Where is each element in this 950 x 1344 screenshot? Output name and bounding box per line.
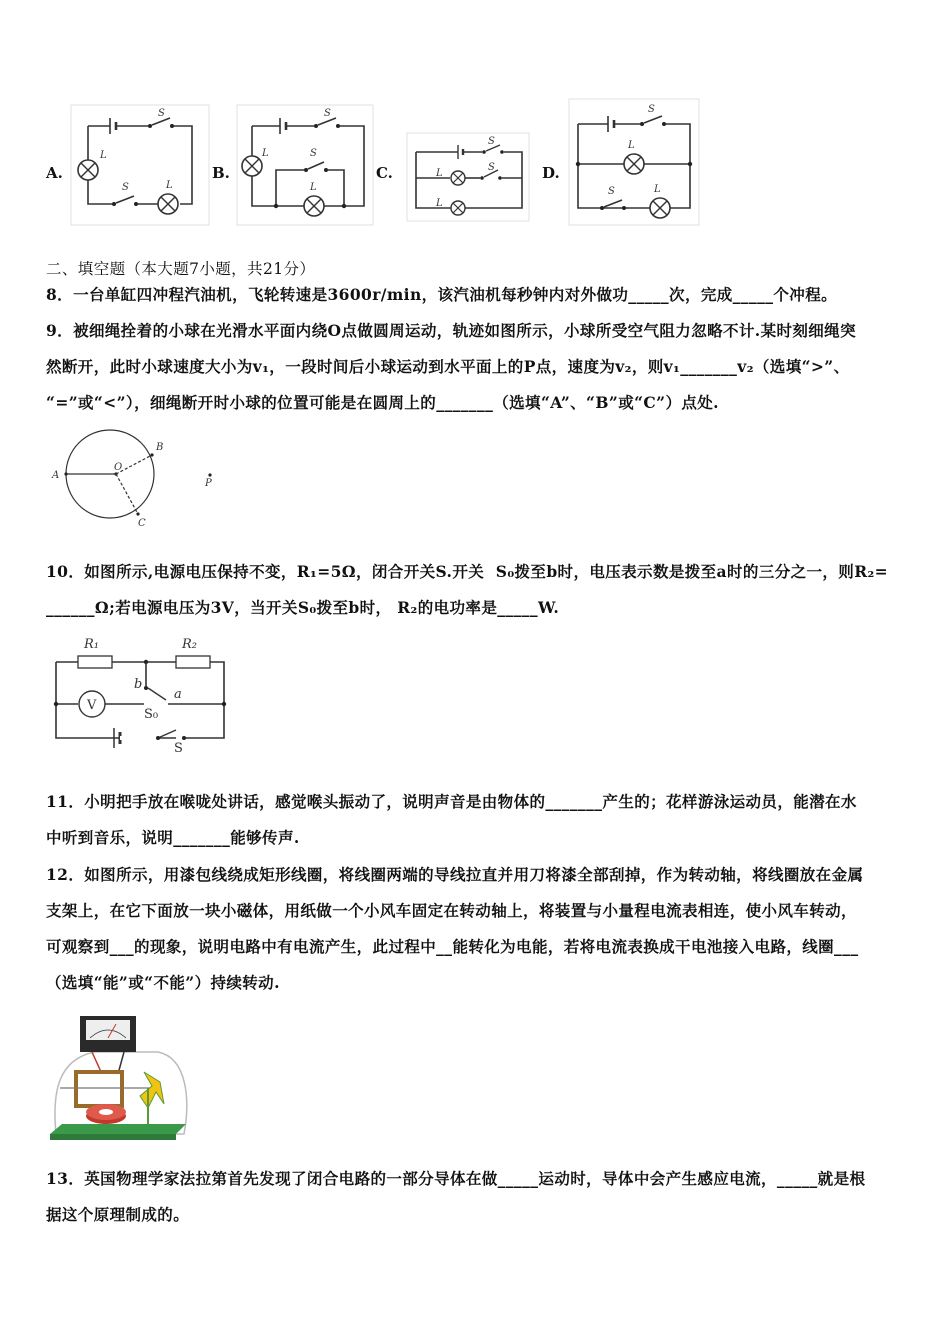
svg-text:S: S	[648, 104, 655, 115]
label-v: V	[87, 698, 97, 713]
circuit-diagram-c	[406, 132, 530, 222]
svg-text:L: L	[310, 182, 317, 193]
label-c: C	[138, 518, 146, 529]
option-d-label: D.	[542, 164, 560, 182]
circuit-diagram-b	[236, 104, 374, 226]
svg-text:L: L	[628, 140, 635, 151]
question-12: 12．如图所示，用漆包线绕成矩形线圈，将线圈两端的导线拉直并用刀将漆全部刮掉，作为转动轴，将线圈放在金属 支架上，在它下面放一块小磁体，用纸做一个小风车固定在转动轴上，将装置与小量程电流表相连，使小风车转动， 可观察到___的现象，说明电路中有电流产生，此过程中__能转化为电能，若将电流表换成干电池接入电路，线圈___ （选填“能”或“不能”）持续转动.	[46, 865, 864, 992]
svg-text:S: S	[310, 148, 317, 159]
label-p: P	[205, 478, 212, 489]
option-c-label: C.	[376, 164, 393, 182]
voltmeter-circuit-figure	[48, 628, 232, 754]
question-11: 11．小明把手放在喉咙处讲话，感觉喉头振动了，说明声音是由物体的_______产生的；花样游泳运动员，能潜在水 中听到音乐，说明_______能够传声.	[46, 792, 857, 847]
circular-motion-figure	[50, 428, 230, 528]
svg-text:L: L	[436, 198, 443, 209]
svg-text:S: S	[324, 108, 331, 119]
svg-text:L: L	[166, 180, 173, 191]
label-s0: S₀	[144, 707, 159, 722]
generator-apparatus-figure	[48, 1012, 188, 1148]
question-8: 8．一台单缸四冲程汽油机，飞轮转速是3600r/min，该汽油机每秒钟内对外做功_____次，完成_____个冲程。	[46, 285, 838, 304]
svg-text:S: S	[158, 108, 165, 119]
label-r1: R₁	[84, 637, 99, 652]
svg-text:S: S	[488, 162, 495, 173]
option-b-label: B.	[212, 164, 230, 182]
section-heading: 二、填空题（本大题7小题，共21分）	[46, 260, 316, 278]
svg-text:S: S	[122, 182, 129, 193]
label-s: S	[174, 741, 183, 756]
question-10: 10．如图所示,电源电压保持不变，R₁=5Ω，闭合开关S.开关 S₀拨至b时，电压表示数是拨至a时的三分之一，则R₂= ______Ω;若电源电压为3V，当开关S₀拨至b时， R₂的电功率是_____W.	[46, 562, 889, 617]
svg-text:L: L	[654, 184, 661, 195]
svg-text:S: S	[608, 186, 615, 197]
label-r2: R₂	[182, 637, 197, 652]
circuit-diagram-a	[70, 104, 210, 226]
svg-text:L: L	[100, 150, 107, 161]
label-b-terminal: b	[134, 677, 143, 692]
label-o: O	[114, 462, 123, 473]
circuit-diagram-d	[568, 98, 700, 226]
label-a: A	[52, 470, 60, 481]
label-a-terminal: a	[174, 687, 182, 702]
svg-text:S: S	[488, 136, 495, 147]
svg-text:L: L	[262, 148, 269, 159]
question-13: 13．英国物理学家法拉第首先发现了闭合电路的一部分导体在做_____运动时，导体中会产生感应电流，_____就是根 据这个原理制成的。	[46, 1169, 866, 1224]
label-b: B	[156, 442, 164, 453]
question-9: 9．被细绳拴着的小球在光滑水平面内绕O点做圆周运动，轨迹如图所示，小球所受空气阻力忽略不计.某时刻细绳突 然断开，此时小球速度大小为v₁，一段时间后小球运动到水平面上的P点，速度为v₂，则v₁_______v₂（选填“>”、 “=”或“<”），细绳断开时小球的位置可能是在圆周上的_______（选填“A”、“B”或“C”）点处.	[46, 321, 856, 412]
svg-text:L: L	[436, 168, 443, 179]
option-a-label: A.	[46, 164, 63, 182]
